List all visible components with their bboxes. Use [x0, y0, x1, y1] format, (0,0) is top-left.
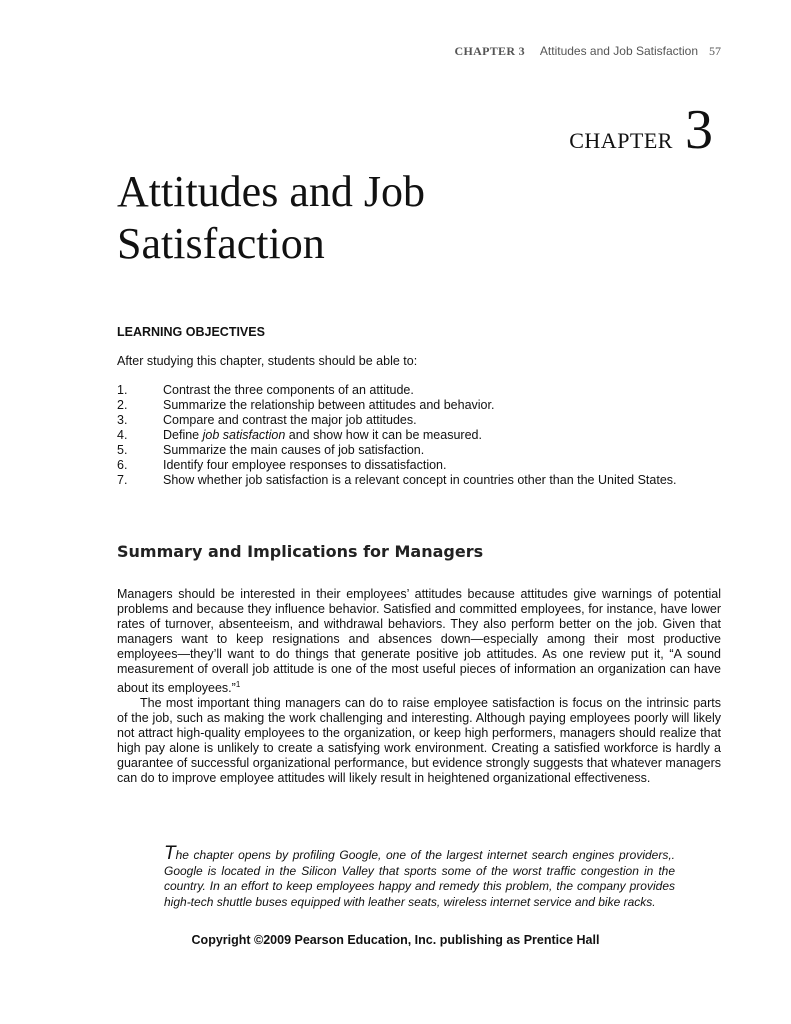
- summary-paragraph-1: Managers should be interested in their employees’ attitudes because attitudes give warnings of potential problems and because they influence behavior. Satisfied and committed employees, for instance, have lower rates of turnover, absenteeism, and withdrawal behaviors. They also perform better on the job. Given that managers want to keep resignations and absences down—especially among their most productive employees—they’ll want to do things that generate positive job attitudes. As one review put it, “A sound measurement of overall job attitude is one of the most useful pieces of information an organization can have about its employees.”$^1$: [117, 587, 721, 696]
- objective-number: 5.: [117, 443, 128, 457]
- objective-term: job satisfaction: [202, 428, 286, 442]
- running-header: [455, 44, 721, 59]
- page-number: 57: [709, 44, 721, 58]
- running-header-chapter: CHAPTER 3: [454, 44, 525, 58]
- copyright-footer: Copyright ©2009 Pearson Education, Inc. publishing as Prentice Hall: [191, 933, 600, 947]
- chapter-title: [117, 166, 425, 270]
- callout-text: he chapter opens by profiling Google, one of the largest internet search engines providers,. Google is located in the Silicon Valley that sports some of the worst traffic congestion in the country. In an effort to keep employees happy and remedy this problem, the company provides high-tech shuttle buses equipped with leather seats, wireless internet service and bike racks.: [164, 848, 675, 909]
- objective-text: Contrast the three components of an attitude.: [163, 383, 414, 397]
- objective-item: [117, 473, 677, 488]
- summary-heading: Summary and Implications for Managers: [117, 542, 484, 561]
- chapter-number: 3: [685, 99, 713, 161]
- objective-item: [117, 458, 677, 473]
- objective-number: 6.: [117, 458, 128, 472]
- learning-objectives-heading: LEARNING OBJECTIVES: [117, 325, 265, 339]
- learning-objectives-list: [117, 383, 677, 488]
- callout-dropcap: T: [164, 843, 176, 864]
- objective-text: Identify four employee responses to dissatisfaction.: [163, 458, 447, 472]
- objective-number: 1.: [117, 383, 128, 397]
- objective-text: Summarize the main causes of job satisfaction.: [163, 443, 425, 457]
- objective-item: [117, 383, 677, 398]
- chapter-title-line-2: Satisfaction: [117, 219, 325, 268]
- objective-text: Compare and contrast the major job attitudes.: [163, 413, 417, 427]
- objective-item: [117, 398, 677, 413]
- objective-item: [117, 428, 677, 443]
- learning-objectives-intro: After studying this chapter, students should be able to:: [117, 354, 418, 368]
- running-header-title: Attitudes and Job Satisfaction: [539, 44, 698, 58]
- objective-item: [117, 413, 677, 428]
- summary-body: [117, 587, 721, 786]
- objective-number: 7.: [117, 473, 128, 487]
- chapter-opener-callout: [164, 843, 675, 910]
- objective-text: Define job satisfaction and show how it can be measured.: [163, 428, 482, 442]
- chapter-title-line-1: Attitudes and Job: [117, 167, 425, 216]
- objective-text: Show whether job satisfaction is a relevant concept in countries other than the United States.: [163, 473, 677, 487]
- objective-number: 2.: [117, 398, 128, 412]
- summary-paragraph-2: The most important thing managers can do to raise employee satisfaction is focus on the intrinsic parts of the job, such as making the work challenging and interesting. Although paying employees poorly will likely not attract high-quality employees to the organization, or keep high performers, managers should realize that high pay alone is unlikely to create a satisfying work environment. Creating a satisfied workforce is hardly a guarantee of successful organizational performance, but evidence strongly suggests that whatever managers can do to improve employee attitudes will likely result in heightened organizational effectiveness.: [117, 696, 721, 786]
- objective-item: [117, 443, 677, 458]
- objective-number: 3.: [117, 413, 128, 427]
- chapter-word: CHAPTER: [569, 128, 673, 153]
- chapter-label: [569, 99, 713, 161]
- objective-number: 4.: [117, 428, 128, 442]
- footnote-ref: 1: [235, 680, 241, 689]
- objective-text: Summarize the relationship between attitudes and behavior.: [163, 398, 495, 412]
